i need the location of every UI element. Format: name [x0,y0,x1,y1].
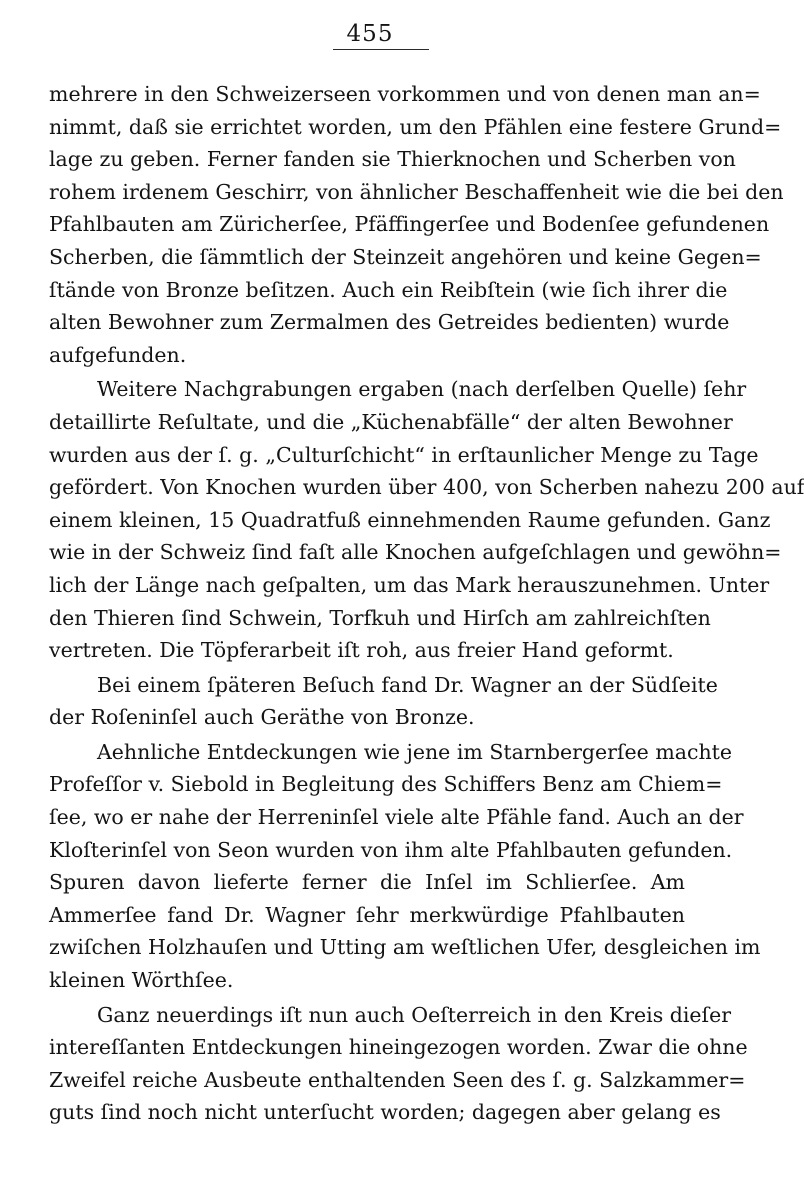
body-text [49,78,804,1129]
paragraph-3 [49,669,718,734]
text-line: Profeſſor v. Siebold in Begleitung des Schiffers Benz am Chiem= [49,772,723,797]
text-line: Kloſterinſel von Seon wurden von ihm alte Pfahlbauten gefunden. [49,837,733,862]
text-line: Pfahlbauten am Züricherſee, Pfäffingerſee und Bodenſee gefundenen [49,212,770,237]
text-line: vertreten. Die Töpferarbeit iſt roh, aus freier Hand geformt. [49,638,674,663]
paragraph-2 [49,373,804,666]
text-line: Scherben, die ſämmtlich der Steinzeit angehören und keine Gegen= [49,244,762,269]
text-line: lage zu geben. Ferner fanden sie Thierknochen und Scherben von [49,147,736,172]
text-line: gefördert. Von Knochen wurden über 400, von Scherben nahezu 200 auf [49,475,804,500]
text-line: Ammerſee fand Dr. Wagner ſehr merkwürdige Pfahlbauten [49,902,685,927]
page-number-rule [333,49,429,50]
text-line: wurden aus der ſ. g. „Culturſchicht“ in erſtaunlicher Menge zu Tage [49,442,759,467]
text-line: detaillirte Reſultate, und die „Küchenabfälle“ der alten Bewohner [49,409,733,434]
text-line: ſtände von Bronze beſitzen. Auch ein Reibſtein (wie ſich ihrer die [49,277,728,302]
text-line: wie in der Schweiz ſind faſt alle Knochen aufgeſchlagen und gewöhn= [49,540,782,565]
text-line: alten Bewohner zum Zermalmen des Getreides bedienten) wurde [49,310,730,335]
text-line: der Roſeninſel auch Geräthe von Bronze. [49,705,475,730]
text-line: Ganz neuerdings iſt nun auch Oeſterreich in den Kreis dieſer [97,1002,732,1027]
text-line: guts ſind noch nicht unterſucht worden; dagegen aber gelang es [49,1100,721,1125]
text-line: mehrere in den Schweizerseen vorkommen und von denen man an= [49,82,761,106]
text-line: Aehnliche Entdeckungen wie jene im Starnbergerſee machte [97,739,733,764]
text-line: aufgefunden. [49,342,187,367]
text-line: nimmt, daß sie errichtet worden, um den Pfählen eine festere Grund= [49,114,782,139]
text-line: kleinen Wörthſee. [49,968,234,993]
text-line: einem kleinen, 15 Quadratfuß einnehmenden Raume gefunden. Ganz [49,507,771,532]
text-line: lich der Länge nach geſpalten, um das Mark herauszunehmen. Unter [49,572,770,597]
page-number: 455 [346,21,394,47]
text-line: zwiſchen Holzhauſen und Utting am weſtlichen Ufer, desgleichen im [49,935,761,960]
text-line: ſee, wo er nahe der Herreninſel viele alte Pfähle fand. Auch an der [49,805,744,830]
text-line: rohem irdenem Geschirr, von ähnlicher Beschaffenheit wie die bei den [49,179,784,204]
paragraph-1 [49,78,784,371]
text-line: Weitere Nachgrabungen ergaben (nach derſelben Quelle) ſehr [97,377,747,402]
text-line: Zweifel reiche Ausbeute enthaltenden Seen des ſ. g. Salzkammer= [49,1067,746,1092]
text-line: Bei einem ſpäteren Beſuch fand Dr. Wagner an der Südſeite [97,672,718,697]
text-line: Spuren davon lieferte ferner die Inſel im Schlierſee. Am [49,870,685,895]
paragraph-4 [49,736,761,997]
paragraph-5 [49,999,748,1129]
text-line: intereſſanten Entdeckungen hineingezogen worden. Zwar die ohne [49,1035,748,1060]
text-line: den Thieren ſind Schwein, Torfkuh und Hirſch am zahlreichſten [49,605,711,630]
